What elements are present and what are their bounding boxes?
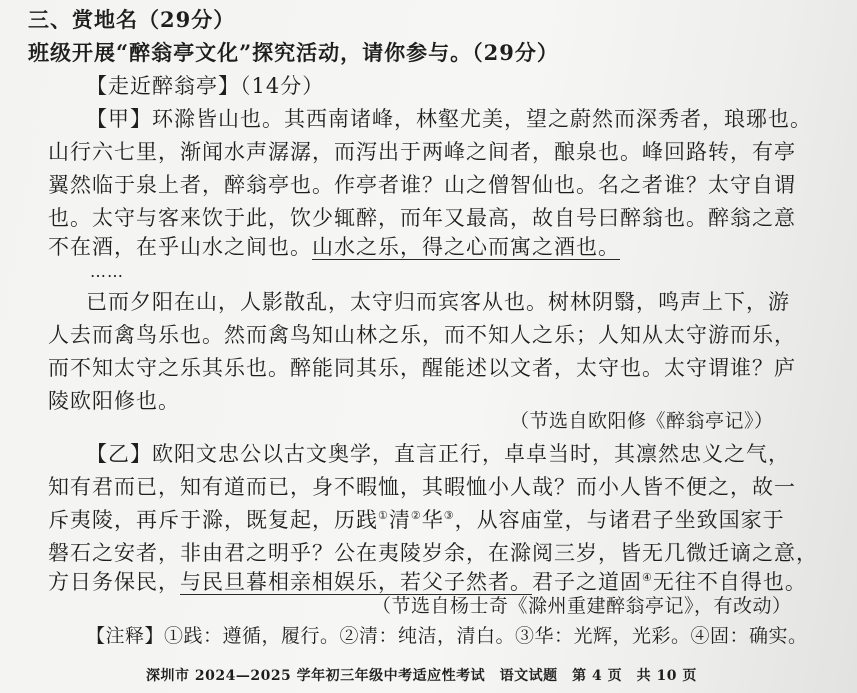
footnote-marker-3: ③: [443, 509, 455, 522]
subsection-title: 【走近醉翁亭】（14分）: [86, 74, 325, 98]
section-title: 三、赏地名（29分）: [28, 7, 236, 32]
jia-line-3: 翼然临于泉上者，醉翁亭也。作亭者谁？山之僧智仙也。名之者谁？太守自谓: [48, 173, 796, 197]
yi-line-3-c: 华: [421, 508, 444, 532]
jia-line-5: [48, 233, 620, 261]
yi-source: （节选自杨士奇《滁州重建醉翁亭记》，有改动）: [372, 595, 792, 617]
jia-line-4: 也。太守与客来饮于此，饮少辄醉，而年又最高，故自号曰醉翁也。醉翁之意: [48, 206, 796, 230]
ellipsis: ……: [90, 262, 124, 281]
yi-line-3-d: ，从容庙堂，与诸君子坐致国家于: [454, 508, 785, 532]
jia-line-1: 【甲】环滁皆山也。其西南诸峰，林壑尤美，望之蔚然而深秀者，琅琊也。: [86, 107, 812, 131]
jia-line-7: 人去而禽鸟乐也。然而禽鸟知山林之乐，而不知人之乐；人知从太守游而乐，: [48, 323, 796, 347]
jia-line-5-plain: 不在酒，在乎山水之间也。: [48, 235, 312, 259]
activity-instruction: 班级开展“醉翁亭文化”探究活动，请你参与。（29分）: [28, 40, 559, 65]
yi-line-3-a: 斥夷陵，再斥于滁，既复起，历践: [48, 508, 378, 532]
yi-line-4: 磐石之安者，非由君之明乎？公在夷陵岁余，在滁阅三岁，皆无几微迁谪之意，: [48, 541, 818, 565]
yi-line-5-c: 无往不自得也。: [652, 570, 807, 594]
jia-line-6: 已而夕阳在山，人影散乱，太守归而宾客从也。树林阴翳，鸣声上下，游: [86, 290, 790, 314]
page-footer: 深圳市 2024—2025 学年初三年级中考适应性考试 语文试题 第 4 页 共 10 页: [146, 668, 697, 684]
jia-line-9: 陵欧阳修也。: [48, 389, 180, 413]
jia-line-2: 山行六七里，渐闻水声潺潺，而泻出于两峰之间者，酿泉也。峰回路转，有亭: [48, 140, 796, 164]
yi-line-2: 知有君而已，知有道而已，身不暇恤，其暇恤小人哉？而小人皆不便之，故一: [48, 475, 796, 499]
yi-line-3-b: 清: [388, 508, 411, 532]
footnote-marker-4: ④: [642, 571, 653, 584]
jia-source: （节选自欧阳修《醉翁亭记》）: [510, 410, 774, 432]
jia-line-8: 而不知太守之乐其乐也。醉能同其乐，醒能述以文者，太守也。太守谓谁？庐: [48, 356, 796, 380]
yi-line-1: 【乙】欧阳文忠公以古文奥学，直言正行，卓卓当时，其凛然忠义之气，: [86, 442, 790, 466]
underlined-sentence-jia: 山水之乐，得之心而寓之酒也。: [312, 235, 620, 259]
footnote-marker-1: ①: [378, 509, 389, 522]
yi-line-3: [48, 506, 785, 534]
yi-line-5-b: 君子之道固: [532, 570, 642, 594]
underlined-sentence-yi: 与民旦暮相亲相娱乐，若父子然者。: [180, 570, 532, 594]
annotations: 【注释】①践：遵循，履行。②清：纯洁，清白。③华：光辉，光彩。④固：确实。: [86, 625, 808, 647]
yi-line-5-a: 方日务保民，: [48, 570, 180, 594]
footnote-marker-2: ②: [410, 509, 422, 522]
